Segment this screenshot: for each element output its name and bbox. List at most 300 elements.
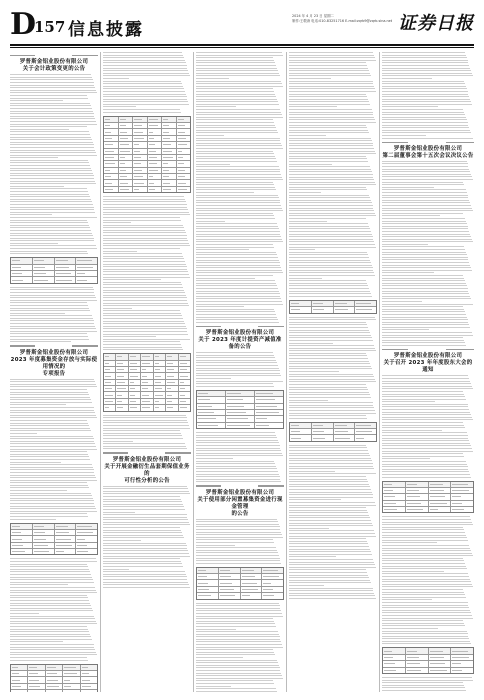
table-cell	[76, 536, 97, 541]
text-line	[103, 488, 188, 489]
text-line	[10, 201, 92, 202]
text-line	[10, 608, 92, 609]
cell-text-mark	[142, 363, 150, 364]
text-line	[196, 143, 281, 144]
text-line	[10, 150, 95, 151]
text-line	[382, 311, 465, 312]
text-line	[10, 243, 58, 244]
cell-text-mark	[167, 356, 172, 357]
text-line	[382, 314, 466, 315]
cell-text-mark	[384, 496, 395, 497]
table-cell	[162, 174, 177, 179]
cell-text-mark	[407, 657, 419, 658]
text-line	[289, 582, 371, 583]
text-line	[196, 660, 277, 661]
table-cell	[162, 142, 177, 147]
table-cell	[179, 373, 190, 378]
text-line	[10, 503, 94, 504]
text-line	[196, 189, 276, 190]
cell-text-mark	[12, 260, 20, 261]
text-line	[10, 652, 96, 653]
cell-text-mark	[163, 189, 171, 190]
text-line	[196, 608, 280, 609]
text-line	[103, 303, 188, 304]
text-line	[382, 169, 469, 170]
text-line	[10, 157, 58, 158]
text-line	[289, 164, 332, 165]
cell-text-mark	[178, 119, 184, 120]
text-line	[382, 99, 470, 100]
text-line	[289, 138, 371, 139]
text-line	[289, 567, 376, 568]
text-line	[196, 205, 281, 206]
table-cell	[383, 494, 406, 499]
cell-text-mark	[82, 686, 91, 687]
text-line	[382, 81, 464, 82]
text-line	[103, 347, 182, 348]
table-cell	[141, 380, 153, 385]
announcement-title-line: 罗普斯金铝业股份有限公司	[205, 330, 275, 337]
cell-text-mark	[430, 484, 443, 485]
text-line	[103, 86, 183, 87]
cell-text-mark	[149, 176, 154, 177]
table-cell	[55, 265, 77, 270]
data-table	[103, 353, 191, 411]
table-cell	[141, 405, 153, 410]
cell-text-mark	[263, 583, 271, 584]
text-line	[103, 232, 186, 233]
cell-text-mark	[120, 144, 129, 145]
table-cell	[355, 429, 376, 434]
table-cell	[154, 392, 166, 397]
cell-text-mark	[130, 369, 138, 370]
table-cell	[241, 580, 263, 585]
table-cell	[312, 423, 334, 428]
table-cell	[177, 187, 191, 192]
text-line	[289, 510, 367, 511]
cell-text-mark	[120, 183, 128, 184]
text-line	[196, 164, 230, 165]
text-line	[289, 460, 372, 461]
text-line	[196, 88, 273, 89]
text-line	[289, 400, 328, 401]
text-line	[289, 569, 366, 570]
text-line	[103, 328, 187, 329]
text-line	[103, 496, 180, 497]
text-line	[196, 437, 277, 438]
text-line	[382, 404, 468, 405]
table-cell	[451, 501, 473, 506]
text-line	[382, 461, 466, 462]
text-line	[382, 414, 471, 415]
cell-text-mark	[356, 438, 364, 439]
text-line	[382, 448, 472, 449]
text-line	[196, 200, 280, 201]
text-line	[103, 448, 187, 449]
text-line	[196, 247, 274, 248]
text-line	[10, 253, 88, 254]
text-line	[289, 384, 366, 385]
text-line	[103, 271, 188, 272]
text-line	[103, 435, 182, 436]
text-line	[10, 121, 96, 122]
text-line	[196, 234, 280, 235]
text-line	[289, 73, 370, 74]
cell-text-mark	[384, 484, 392, 485]
table-cell	[383, 482, 406, 487]
text-line	[103, 493, 190, 494]
cell-text-mark	[117, 388, 125, 389]
table-cell	[11, 536, 33, 541]
announcement-title	[10, 350, 98, 378]
text-line	[382, 592, 464, 593]
table-cell	[179, 405, 190, 410]
text-line	[196, 249, 249, 250]
text-line	[103, 70, 188, 71]
table-cell	[197, 416, 226, 421]
cell-text-mark	[134, 132, 143, 133]
text-line	[10, 394, 89, 395]
cell-text-mark	[77, 551, 88, 552]
table-cell	[11, 271, 33, 276]
cell-text-mark	[263, 589, 272, 590]
page-letter: D	[10, 7, 36, 42]
table-cell	[177, 136, 191, 141]
text-line	[10, 225, 89, 226]
table-cell	[11, 549, 33, 554]
text-line	[289, 83, 373, 84]
text-line	[382, 86, 466, 87]
cell-text-mark	[120, 151, 130, 152]
text-line	[196, 539, 273, 540]
cell-text-mark	[149, 189, 155, 190]
cell-text-mark	[180, 395, 186, 396]
cell-text-mark	[82, 667, 88, 668]
text-line	[10, 134, 90, 135]
text-line	[10, 428, 90, 429]
data-table	[382, 647, 474, 674]
cell-text-mark	[384, 490, 393, 491]
text-line	[10, 220, 87, 221]
cell-text-mark	[64, 673, 76, 674]
text-line	[289, 554, 372, 555]
text-line	[382, 633, 468, 634]
text-line	[196, 210, 283, 211]
table-cell	[166, 361, 178, 366]
text-line	[196, 262, 280, 263]
table-cell	[177, 123, 191, 128]
data-table	[196, 567, 284, 600]
text-line	[196, 386, 274, 387]
text-line	[382, 329, 429, 330]
text-line	[382, 218, 465, 219]
cell-text-mark	[105, 170, 110, 171]
text-line	[103, 305, 189, 306]
text-line	[103, 83, 182, 84]
cell-text-mark	[155, 407, 160, 408]
text-line	[289, 156, 366, 157]
cell-text-mark	[335, 438, 350, 439]
announcement-code-line	[196, 485, 284, 486]
table-row	[383, 507, 473, 512]
text-line	[103, 253, 182, 254]
text-line	[289, 215, 376, 216]
text-line	[103, 422, 188, 423]
table-cell	[226, 423, 255, 428]
text-line	[196, 306, 244, 307]
table-cell	[262, 580, 283, 585]
text-line	[382, 399, 466, 400]
text-line	[10, 103, 90, 104]
text-line	[382, 605, 468, 606]
text-line	[196, 104, 279, 105]
table-cell	[451, 668, 473, 673]
text-line	[103, 545, 187, 546]
text-line	[196, 352, 273, 353]
column-divider	[193, 52, 194, 692]
text-line	[103, 446, 186, 447]
text-line	[382, 57, 467, 58]
text-line	[289, 94, 366, 95]
table-cell	[76, 271, 97, 276]
text-line	[196, 641, 281, 642]
announcement-title	[10, 59, 98, 73]
announcement-title-line: 关于会计政策变更的公告	[22, 66, 86, 73]
text-line	[382, 550, 471, 551]
cell-text-mark	[64, 680, 70, 681]
text-line	[289, 184, 376, 185]
text-line	[10, 162, 89, 163]
text-line	[289, 99, 368, 100]
text-line	[289, 458, 371, 459]
text-line	[289, 260, 370, 261]
text-line	[10, 386, 97, 387]
cell-text-mark	[256, 406, 277, 407]
text-line	[382, 234, 470, 235]
text-line	[196, 545, 235, 546]
table-cell	[104, 386, 116, 391]
cell-text-mark	[12, 667, 18, 668]
text-line	[103, 308, 132, 309]
text-line	[289, 236, 373, 237]
text-line	[10, 467, 93, 468]
text-line	[10, 508, 96, 509]
cell-text-mark	[180, 376, 188, 377]
text-line	[196, 631, 278, 632]
text-line	[289, 476, 366, 477]
text-line	[196, 179, 283, 180]
text-line	[196, 652, 274, 653]
text-line	[10, 490, 67, 491]
text-line	[289, 345, 374, 346]
text-line	[103, 94, 186, 95]
cell-text-mark	[56, 260, 68, 261]
text-line	[196, 52, 282, 53]
text-line	[196, 132, 278, 133]
cell-text-mark	[178, 138, 187, 139]
text-line	[382, 322, 468, 323]
table-cell	[262, 587, 283, 592]
data-table	[103, 116, 191, 194]
cell-text-mark	[452, 490, 469, 491]
table-cell	[76, 277, 97, 282]
data-table	[10, 257, 98, 284]
cell-text-mark	[180, 356, 186, 357]
text-line	[289, 376, 374, 377]
table-cell	[383, 507, 406, 512]
text-line	[289, 394, 370, 395]
text-line	[10, 318, 93, 319]
text-line	[382, 342, 465, 343]
text-line	[382, 187, 434, 188]
text-line	[382, 566, 466, 567]
text-line	[289, 515, 369, 516]
cell-text-mark	[130, 363, 137, 364]
cell-text-mark	[313, 309, 324, 310]
cell-text-mark	[134, 183, 144, 184]
table-cell	[162, 187, 177, 192]
cell-text-mark	[452, 657, 469, 658]
cell-text-mark	[134, 138, 144, 139]
table-cell	[226, 404, 255, 409]
text-line	[10, 634, 90, 635]
cell-text-mark	[180, 382, 184, 383]
announcement-title-line: 关于使用部分闲置募集资金进行现金管理	[197, 496, 283, 510]
text-line	[382, 453, 463, 454]
table-cell	[133, 123, 148, 128]
text-line	[10, 654, 97, 655]
cell-text-mark	[134, 144, 139, 145]
text-line	[196, 445, 280, 446]
section-title: 信息披露	[68, 20, 144, 40]
announcement-title-line: 罗普斯金铝业股份有限公司	[393, 145, 463, 152]
table-cell	[334, 307, 356, 312]
text-line	[382, 435, 468, 436]
text-line	[10, 641, 63, 642]
text-line	[103, 112, 181, 113]
table-cell	[154, 399, 166, 404]
text-line	[10, 571, 90, 572]
text-line	[10, 621, 96, 622]
text-line	[10, 178, 94, 179]
table-cell	[76, 258, 97, 263]
column-1	[10, 52, 98, 692]
text-line	[103, 284, 182, 285]
text-line	[289, 88, 375, 89]
text-line	[289, 536, 376, 537]
text-line	[103, 201, 186, 202]
text-line	[289, 104, 370, 105]
table-cell	[226, 391, 255, 396]
text-line	[10, 475, 95, 476]
cell-text-mark	[163, 176, 169, 177]
text-line	[10, 464, 92, 465]
cell-text-mark	[180, 407, 187, 408]
cell-text-mark	[178, 125, 185, 126]
text-line	[289, 223, 368, 224]
text-line	[10, 566, 88, 567]
text-line	[10, 558, 96, 559]
text-line	[196, 101, 278, 102]
text-line	[289, 530, 374, 531]
table-cell	[148, 136, 163, 141]
cell-text-mark	[178, 183, 187, 184]
text-line	[382, 52, 465, 53]
text-line	[103, 563, 182, 564]
cell-text-mark	[430, 651, 443, 652]
text-line	[103, 300, 187, 301]
text-line	[196, 221, 225, 222]
text-line	[196, 644, 282, 645]
text-line	[289, 577, 369, 578]
text-line	[289, 151, 375, 152]
table-cell	[226, 397, 255, 402]
text-line	[289, 187, 366, 188]
text-line	[103, 310, 180, 311]
table-cell	[154, 405, 166, 410]
text-line	[196, 317, 277, 318]
text-line	[10, 131, 89, 132]
cell-text-mark	[12, 526, 20, 527]
text-line	[103, 504, 183, 505]
text-line	[103, 321, 184, 322]
table-cell	[55, 543, 77, 548]
text-line	[289, 192, 321, 193]
text-line	[196, 311, 275, 312]
cell-text-mark	[12, 280, 23, 281]
table-cell	[162, 168, 177, 173]
text-line	[289, 486, 370, 487]
text-line	[196, 153, 274, 154]
text-line	[10, 251, 87, 252]
text-line	[10, 108, 92, 109]
text-line	[289, 221, 327, 222]
text-line	[196, 130, 277, 131]
text-line	[289, 195, 369, 196]
table-row	[11, 690, 97, 692]
text-line	[10, 407, 94, 408]
text-line	[10, 587, 95, 588]
text-line	[103, 499, 181, 500]
text-line	[289, 562, 374, 563]
announcement-code-line	[10, 55, 98, 56]
table-cell	[104, 392, 116, 397]
cell-text-mark	[47, 686, 60, 687]
cell-text-mark	[163, 157, 173, 158]
text-line	[196, 86, 283, 87]
cell-text-mark	[163, 144, 171, 145]
text-line	[382, 163, 468, 164]
text-line	[103, 222, 131, 223]
text-line	[196, 461, 274, 462]
table-cell	[11, 690, 28, 692]
text-line	[289, 520, 371, 521]
table-cell	[104, 399, 116, 404]
text-line	[103, 514, 187, 515]
text-line	[382, 602, 468, 603]
masthead	[10, 8, 474, 42]
text-line	[289, 499, 341, 500]
cell-text-mark	[34, 539, 47, 540]
cell-text-mark	[117, 369, 123, 370]
code-mark	[382, 142, 408, 143]
text-line	[10, 248, 97, 249]
table-cell	[166, 392, 178, 397]
text-line	[382, 560, 464, 561]
text-line	[196, 285, 277, 286]
text-line	[103, 587, 190, 588]
text-line	[382, 197, 468, 198]
